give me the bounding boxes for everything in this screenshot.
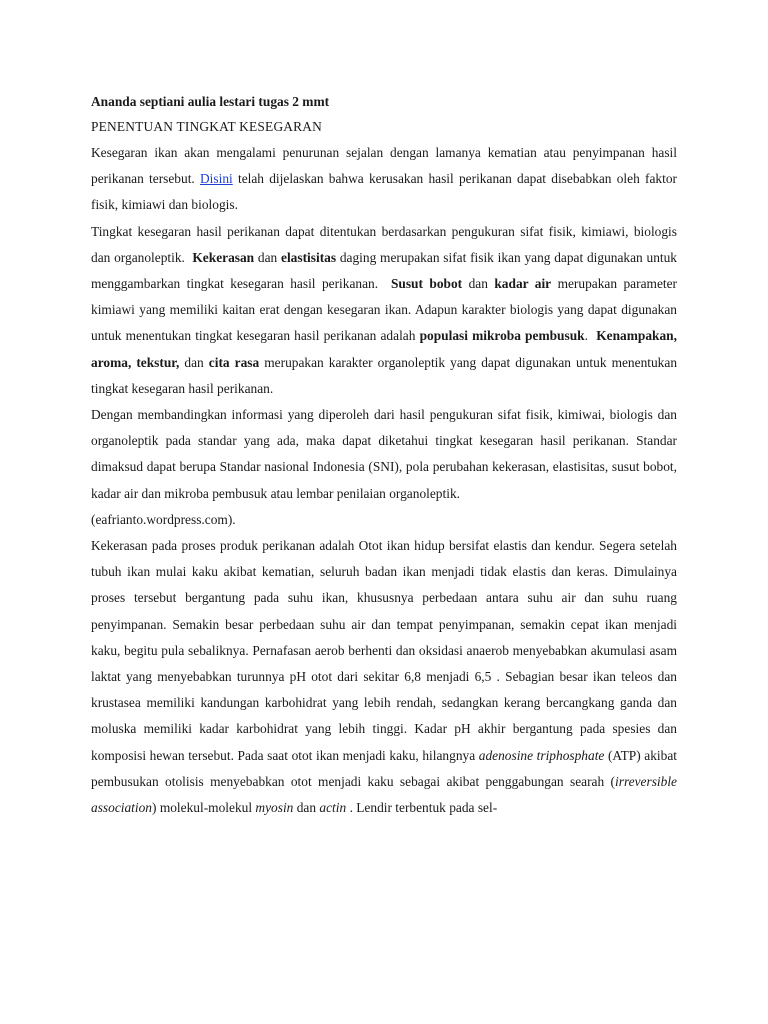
paragraph-text: dan bbox=[296, 800, 317, 816]
paragraph-text: . bbox=[584, 328, 588, 344]
paragraph-text: Tingkat kesegaran hasil perikanan dapat ditentukan berdasarkan pengukuran sifat fisik, kimiawi, biologis dan organoleptik. bbox=[91, 223, 677, 265]
bold-term: Kekerasan bbox=[192, 249, 255, 265]
paragraph-parameters bbox=[91, 219, 677, 402]
document-heading: PENENTUAN TINGKAT KESEGARAN bbox=[91, 119, 323, 134]
bold-term: elastisitas bbox=[281, 249, 337, 265]
bold-term: Susut bobot bbox=[390, 276, 463, 292]
italic-term: actin bbox=[319, 800, 347, 816]
paragraph-text: dan bbox=[257, 249, 278, 265]
bold-term: populasi mikroba pembusuk bbox=[419, 328, 585, 344]
document-page bbox=[91, 90, 677, 821]
paragraph-kekerasan bbox=[91, 533, 677, 821]
author-line: Ananda septiani aulia lestari tugas 2 mmt bbox=[91, 94, 330, 109]
paragraph-text: merupakan karakter organoleptik yang dapat digunakan untuk menentukan tingkat kesegaran hasil perikanan. bbox=[91, 354, 678, 396]
paragraph-text: . Lendir terbentuk pada sel- bbox=[349, 800, 498, 816]
bold-term: cita rasa bbox=[208, 354, 260, 370]
paragraph-comparison: Dengan membandingkan informasi yang diperoleh dari hasil pengukuran sifat fisik, kimiwai, biologis dan organoleptik pada standar yang ada, maka dapat diketahui tingkat kesegaran hasil perikanan. Standar dimaksud dapat berupa Standar nasional Indonesia (SNI), pola perubahan kekerasan, elastisitas, susut bobot, kadar air dan mikroba pembusuk atau lembar penilaian organoleptik. bbox=[91, 407, 677, 501]
paragraph-text: daging merupakan sifat fisik ikan yang dapat digunakan untuk menggambarkan tingkat kesegaran hasil perikanan. bbox=[91, 249, 678, 292]
paragraph-text: dan bbox=[468, 276, 488, 292]
bold-term: Kenampakan, aroma, tekstur, bbox=[91, 328, 677, 370]
italic-term: irreversible association bbox=[91, 773, 677, 816]
paragraph-text: Kekerasan pada proses produk perikanan adalah Otot ikan hidup bersifat elastis dan kendur. Segera setelah tubuh ikan mulai kaku akibat kematian, seluruh badan ikan menjadi tidak elastis dan keras. Dimulainya proses tersebut bergantung pada suhu ikan, khususnya perbedaan antara suhu air dan suhu ruang penyimpanan. Semakin besar perbedaan suhu air dan tempat penyimpanan, semakin cepat ikan menjadi kaku, begitu pula sebaliknya. Pernafasan aerob berhenti dan oksidasi anaerob menyebabkan akumulasi asam laktat yang menyebabkan turunnya pH otot dari sekitar 6,8 menjadi 6,5 . Sebagian besar ikan teleos dan krustasea memiliki kandungan karbohidrat yang lebih rendah, sedangkan kerang bercangkang ganda dan moluska memiliki kadar karbohidrat yang lebih tinggi. Kadar pH akhir bergantung pada spesies dan komposisi hewan tersebut. Pada saat otot ikan menjadi kaku, hilangnya bbox=[91, 538, 677, 763]
paragraph-text: Kesegaran ikan akan mengalami penurunan sejalan dengan lamanya kematian atau penyimpanan hasil perikanan tersebut. bbox=[91, 145, 677, 187]
disini-link[interactable]: Disini bbox=[200, 171, 233, 187]
paragraph-text: dan bbox=[184, 354, 204, 370]
paragraph-text: merupakan parameter kimiawi yang memiliki kaitan erat dengan kesegaran ikan. Adapun karakter biologis yang dapat digunakan untuk menentukan tingkat kesegaran hasil perikanan adalah bbox=[91, 276, 678, 344]
italic-term: adenosine triphosphate bbox=[478, 747, 605, 763]
paragraph-text: (ATP) akibat pembusukan otolisis menyebabkan otot menjadi kaku sebagai akibat penggabungan searah ( bbox=[91, 747, 678, 789]
paragraph-text: ) molekul-molekul bbox=[152, 800, 253, 816]
source-citation: (eafrianto.wordpress.com). bbox=[91, 511, 236, 527]
bold-term: kadar air bbox=[494, 276, 552, 292]
paragraph-intro bbox=[91, 140, 677, 219]
paragraph-text: telah dijelaskan bahwa kerusakan hasil perikanan dapat disebabkan oleh faktor fisik, kimiawi dan biologis. bbox=[91, 171, 677, 213]
italic-term: myosin bbox=[255, 800, 294, 816]
